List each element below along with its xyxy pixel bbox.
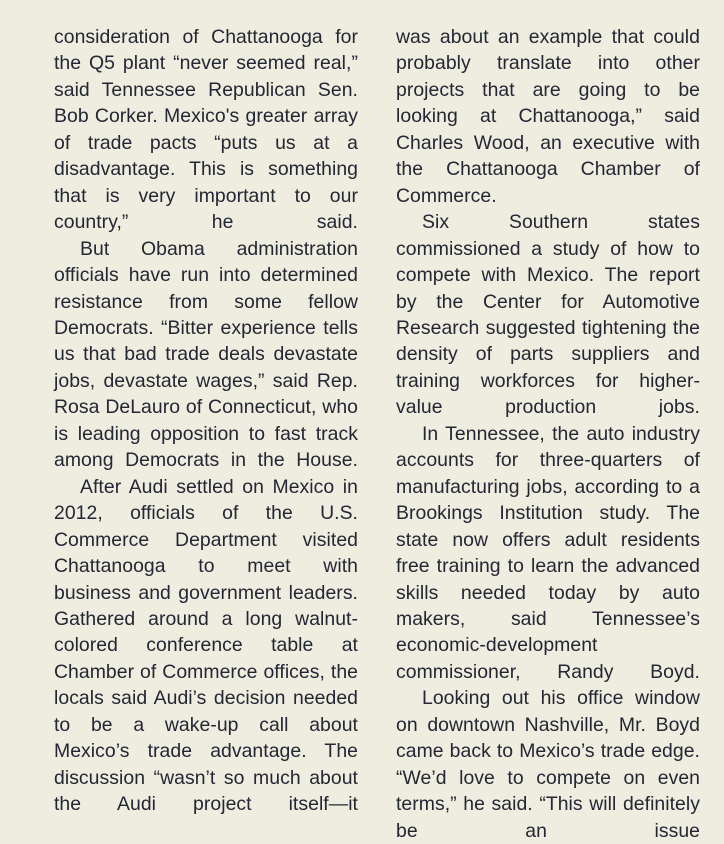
paragraph-in-tennessee-auto-industry: In Tennessee, the auto industry accounts for three-quarters of manufacturing jobs, according to a Brookings Institution study. The state now offers adult residents free training to learn the advanced skills needed today by auto makers, said Tennessee’s economic-development commissioner, Randy Boyd. bbox=[396, 422, 700, 683]
paragraph-continued-charles-wood: was about an example that could probably translate into other projects that are going to be looking at Chattanooga,” said Charles Wood, an executive with the Chattanooga Chamber of Commerce. bbox=[396, 26, 700, 207]
paragraph-obama-administration: But Obama administration officials have run into determined resistance from some fellow Democrats. “Bitter experience tells us that bad trade deals devastate jobs, devastate wages,” said Rep. Rosa DeLauro of Connecticut, who is leading opposition to fast track among Democrats in the House. bbox=[54, 237, 358, 472]
paragraph-looking-out-his-office-window: Looking out his office window on downtown Nashville, Mr. Boyd came back to Mexico’s trade edge. “We’d love to compete on even terms,” he said. “This will definitely be an issue bbox=[396, 687, 700, 842]
right-column bbox=[396, 24, 700, 844]
left-column bbox=[54, 24, 358, 818]
paragraph-continued-from-previous-page: consideration of Chattanooga for the Q5 plant “never seemed real,” said Tennessee Republican Sen. Bob Corker. Mexico's greater array of trade pacts “puts us at a disadvantage. This is something that is very important to our country,” he said. bbox=[54, 26, 358, 234]
two-column-text-body bbox=[54, 24, 700, 844]
paragraph-six-southern-states: Six Southern states commissioned a study of how to compete with Mexico. The report by the Center for Automotive Research suggested tightening the density of parts suppliers and training workforces for higher-value production jobs. bbox=[396, 211, 700, 419]
paragraph-audi-settled-on-mexico: After Audi settled on Mexico in 2012, officials of the U.S. Commerce Department visited Chattanooga to meet with business and government leaders. Gathered around a long walnut-colored conference table at Chamber of Commerce offices, the locals said Audi’s decision needed to be a wake-up call about Mexico’s trade advantage. The discussion “wasn’t so much about the Audi project itself—it bbox=[54, 475, 358, 816]
